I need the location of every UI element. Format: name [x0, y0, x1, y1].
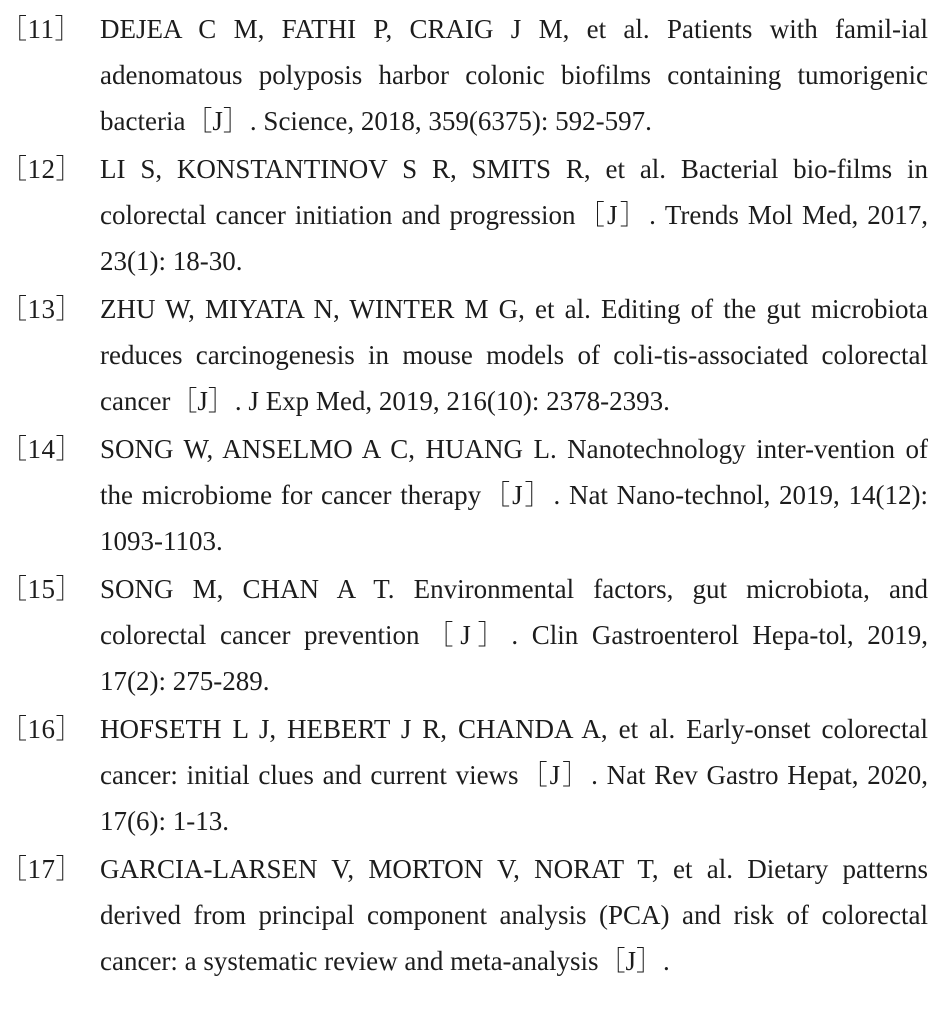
reference-item-15 [0, 566, 936, 704]
reference-number: ［12］ [0, 154, 83, 184]
reference-text: DEJEA C M, FATHI P, CRAIG J M, et al. Patients with famil-ial adenomatous polyposis harbor colonic biofilms containing tumorigenic bacteria［J］. Science, 2018, 359(6375): 592-597. [100, 14, 928, 136]
reference-number: ［13］ [0, 294, 83, 324]
reference-number: ［17］ [0, 854, 83, 884]
reference-item-13 [0, 286, 936, 424]
reference-text: LI S, KONSTANTINOV S R, SMITS R, et al. Bacterial bio-films in colorectal cancer initiation and progression［J］. Trends Mol Med, 2017, 23(1): 18-30. [100, 154, 928, 276]
reference-text: GARCIA-LARSEN V, MORTON V, NORAT T, et al. Dietary patterns derived from principal component analysis (PCA) and risk of colorectal cancer: a systematic review and meta-analysis［J］. [100, 854, 928, 976]
reference-item-14 [0, 426, 936, 564]
reference-text: SONG M, CHAN A T. Environmental factors, gut microbiota, and colorectal cancer prevention［J］. Clin Gastroenterol Hepa-tol, 2019, 17(2): 275-289. [100, 574, 928, 696]
reference-number: ［11］ [0, 14, 82, 44]
reference-number: ［14］ [0, 434, 83, 464]
reference-list [0, 6, 936, 984]
reference-item-17 [0, 846, 936, 984]
reference-text: ZHU W, MIYATA N, WINTER M G, et al. Editing of the gut microbiota reduces carcinogenesis in mouse models of coli-tis-associated colorectal cancer［J］. J Exp Med, 2019, 216(10): 2378-2393. [100, 294, 928, 416]
reference-item-16 [0, 706, 936, 844]
reference-item-12 [0, 146, 936, 284]
reference-number: ［15］ [0, 574, 83, 604]
reference-number: ［16］ [0, 714, 83, 744]
reference-item-11 [0, 6, 936, 144]
reference-text: SONG W, ANSELMO A C, HUANG L. Nanotechnology inter-vention of the microbiome for cancer therapy［J］. Nat Nano-technol, 2019, 14(12): 1093-1103. [100, 434, 928, 556]
reference-text: HOFSETH L J, HEBERT J R, CHANDA A, et al. Early-onset colorectal cancer: initial clues and current views［J］. Nat Rev Gastro Hepat, 2020, 17(6): 1-13. [100, 714, 928, 836]
